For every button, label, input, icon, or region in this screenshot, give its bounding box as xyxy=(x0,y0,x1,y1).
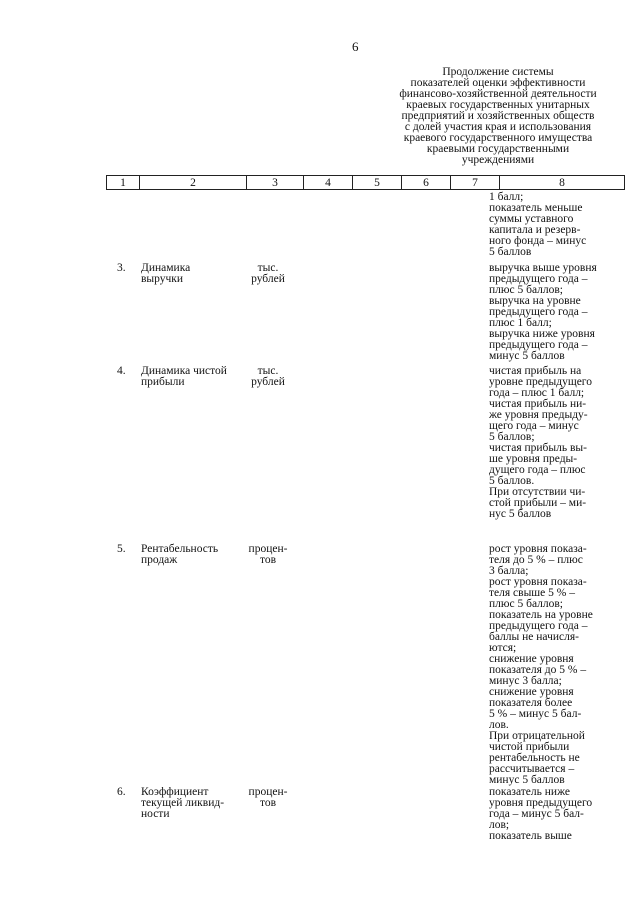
header-cell-5: 5 xyxy=(353,176,402,190)
scoring-criteria xyxy=(489,544,609,786)
criteria-line: рентабельность не xyxy=(489,752,580,764)
criteria-line: 5 баллов xyxy=(489,246,532,258)
criteria-line: 5 баллов. xyxy=(489,475,535,487)
criteria-line: капитала и резерв- xyxy=(489,224,581,236)
criteria-line: показатель ниже xyxy=(489,786,570,798)
criteria-line: 5 баллов; xyxy=(489,431,535,443)
criteria-line: лов. xyxy=(489,719,509,731)
header-row xyxy=(107,176,625,190)
criteria-line: показателя более xyxy=(489,697,573,709)
criteria-line: выручка ниже уровня xyxy=(489,328,595,340)
criteria-line: минус 5 баллов xyxy=(489,774,565,786)
criteria-line: ного фонда – минус xyxy=(489,235,587,247)
name-line: Динамика xyxy=(141,262,191,274)
name-line: Рентабельность xyxy=(141,543,219,555)
unit-line: тов xyxy=(259,797,277,809)
name-line: ности xyxy=(141,808,170,820)
caption-line: краевого государственного имущества xyxy=(403,132,593,144)
criteria-line: 3 балла; xyxy=(489,565,529,577)
criteria-line: показатель на уровне xyxy=(489,609,593,621)
criteria-line: чистая прибыль ни- xyxy=(489,398,587,410)
row-number: 3. xyxy=(117,262,126,274)
caption-line: краевыми государственными xyxy=(426,143,570,155)
header-cell-3: 3 xyxy=(247,176,304,190)
caption-line: с долей участия края и использования xyxy=(404,121,592,133)
name-line: текущей ликвид- xyxy=(141,797,225,809)
criteria-line: 1 балл; xyxy=(489,191,524,203)
criteria-line: чистая прибыль вы- xyxy=(489,442,587,454)
table-caption xyxy=(380,67,616,166)
indicator-name xyxy=(141,787,251,820)
criteria-line: минус 5 баллов xyxy=(489,350,565,362)
caption-line: показателей оценки эффективности xyxy=(410,77,586,89)
scoring-criteria xyxy=(489,263,609,362)
unit-line: тов xyxy=(259,554,277,566)
name-line: Динамика чистой xyxy=(141,365,227,377)
caption-line: Продолжение системы xyxy=(442,66,554,78)
unit-line: рублей xyxy=(251,273,285,285)
criteria-line: уровне предыдущего xyxy=(489,376,592,388)
criteria-line: показатель меньше xyxy=(489,202,583,214)
criteria-line: При отсутствии чи- xyxy=(489,486,586,498)
header-cell-1: 1 xyxy=(107,176,140,190)
criteria-line: года – плюс 1 балл; xyxy=(489,387,585,399)
header-cell-7: 7 xyxy=(451,176,500,190)
unit-line: процен- xyxy=(248,786,288,798)
criteria-line: чистая прибыль на xyxy=(489,365,582,377)
criteria-line: 5 % – минус 5 бал- xyxy=(489,708,582,720)
criteria-line: При отрицательной xyxy=(489,730,585,742)
unit-line: процен- xyxy=(248,543,288,555)
row-number: 6. xyxy=(117,786,126,798)
criteria-line: рост уровня показа- xyxy=(489,576,587,588)
indicator-name xyxy=(141,263,251,285)
criteria-line: показатель выше xyxy=(489,830,572,842)
unit-line: тыс. xyxy=(257,262,279,274)
criteria-line: нус 5 баллов xyxy=(489,508,552,520)
criteria-line: теля свыше 5 % – xyxy=(489,587,575,599)
indicator-name xyxy=(141,544,251,566)
criteria-line: выручка выше уровня xyxy=(489,262,597,274)
unit xyxy=(238,366,298,388)
criteria-line: рост уровня показа- xyxy=(489,543,587,555)
criteria-line: минус 3 балла; xyxy=(489,675,562,687)
name-line: выручки xyxy=(141,273,184,285)
criteria-line: ются; xyxy=(489,642,517,654)
criteria-line: же уровня предыду- xyxy=(489,409,588,421)
unit-line: тыс. xyxy=(257,365,279,377)
criteria-line: плюс 5 баллов; xyxy=(489,598,563,610)
scoring-criteria xyxy=(489,366,609,520)
criteria-line: теля до 5 % – плюс xyxy=(489,554,583,566)
criteria-line: предыдущего года – xyxy=(489,620,588,632)
header-cell-6: 6 xyxy=(402,176,451,190)
column-number-header xyxy=(106,175,625,190)
header-cell-4: 4 xyxy=(304,176,353,190)
criteria-line: плюс 5 баллов; xyxy=(489,284,563,296)
scoring-criteria xyxy=(489,787,609,842)
criteria-line: чистой прибыли xyxy=(489,741,570,753)
criteria-line: ше уровня преды- xyxy=(489,453,578,465)
criteria-line: стой прибыли – ми- xyxy=(489,497,587,509)
criteria-line: выручка на уровне xyxy=(489,295,581,307)
criteria-line: предыдущего года – xyxy=(489,339,588,351)
criteria-line: рассчитывается – xyxy=(489,763,575,775)
row-number: 5. xyxy=(117,543,126,555)
continuation-criteria xyxy=(489,192,609,258)
criteria-line: года – минус 5 бал- xyxy=(489,808,584,820)
criteria-line: плюс 1 балл; xyxy=(489,317,552,329)
criteria-line: дущего года – плюс xyxy=(489,464,586,476)
unit xyxy=(238,787,298,809)
unit-line: рублей xyxy=(251,376,285,388)
header-cell-8: 8 xyxy=(500,176,625,190)
criteria-line: предыдущего года – xyxy=(489,273,588,285)
caption-line: предприятий и хозяйственных обществ xyxy=(401,110,595,122)
page-number: 6 xyxy=(352,39,359,54)
criteria-line: суммы уставного xyxy=(489,213,574,225)
name-line: Коэффициент xyxy=(141,786,209,798)
name-line: прибыли xyxy=(141,376,185,388)
caption-line: финансово-хозяйственной деятельности xyxy=(399,88,597,100)
criteria-line: баллы не начисля- xyxy=(489,631,579,643)
criteria-line: уровня предыдущего xyxy=(489,797,593,809)
criteria-line: щего года – минус xyxy=(489,420,579,432)
criteria-line: предыдущего года – xyxy=(489,306,588,318)
caption-line: учреждениями xyxy=(461,154,535,166)
criteria-line: лов; xyxy=(489,819,510,831)
unit xyxy=(238,544,298,566)
name-line: продаж xyxy=(141,554,178,566)
row-number: 4. xyxy=(117,365,126,377)
criteria-line: показателя до 5 % – xyxy=(489,664,587,676)
criteria-line: снижение уровня xyxy=(489,686,574,698)
header-cell-2: 2 xyxy=(140,176,247,190)
caption-line: краевых государственных унитарных xyxy=(406,99,590,111)
criteria-line: снижение уровня xyxy=(489,653,574,665)
indicator-name xyxy=(141,366,251,388)
unit xyxy=(238,263,298,285)
